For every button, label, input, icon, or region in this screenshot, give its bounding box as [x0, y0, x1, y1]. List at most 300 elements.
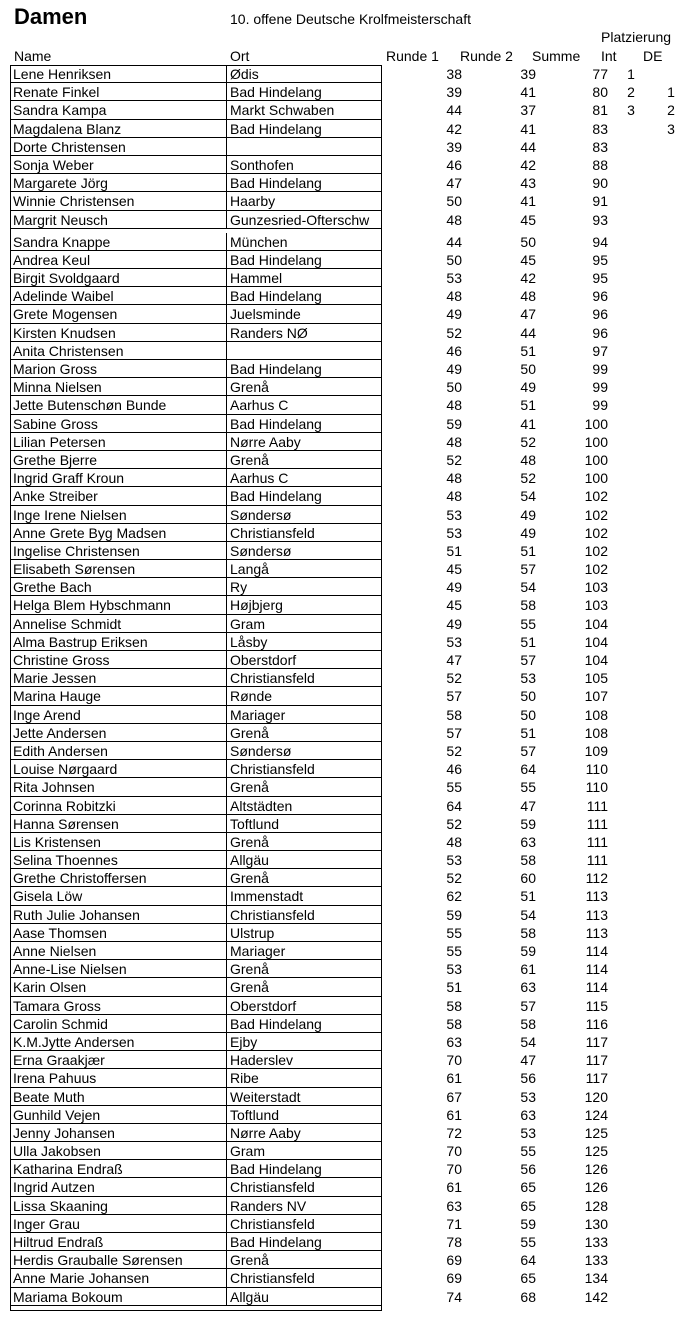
score-summe: 108: [584, 724, 608, 741]
table-row: [10, 724, 682, 742]
table-row: [10, 378, 682, 396]
score-runde-2: 55: [520, 615, 536, 632]
participant-ort: Toftlund: [227, 1106, 382, 1124]
score-summe: 110: [585, 761, 608, 778]
participant-name: Gisela Löw: [10, 887, 227, 905]
participant-ort: München: [227, 233, 382, 251]
score-runde-1: 52: [446, 324, 462, 341]
score-summe: 100: [584, 470, 608, 487]
participant-name: Beate Muth: [10, 1088, 227, 1106]
score-runde-2: 60: [520, 870, 536, 887]
score-summe: 108: [584, 706, 608, 723]
participant-name: Ruth Julie Johansen: [10, 906, 227, 924]
table-row: [10, 1215, 682, 1233]
table-row: [10, 615, 682, 633]
score-runde-1: 51: [446, 979, 462, 996]
score-runde-2: 51: [520, 397, 536, 414]
score-runde-2: 52: [520, 433, 536, 450]
score-runde-2: 45: [520, 251, 536, 268]
score-summe: 95: [592, 251, 608, 268]
table-row: [10, 1251, 682, 1269]
score-runde-2: 51: [520, 542, 536, 559]
participant-name: Kirsten Knudsen: [10, 324, 227, 342]
table-row: [10, 506, 682, 524]
score-runde-2: 51: [520, 633, 536, 650]
score-runde-2: 57: [520, 742, 536, 759]
participant-ort: Låsby: [227, 633, 382, 651]
score-summe: 115: [585, 997, 608, 1014]
score-summe: 104: [584, 615, 608, 632]
participant-ort: Gram: [227, 615, 382, 633]
score-runde-1: 55: [446, 924, 462, 941]
table-row: [10, 797, 682, 815]
participant-ort: Allgäu: [227, 1288, 382, 1306]
participant-ort: Grenå: [227, 378, 382, 396]
participant-ort: Toftlund: [227, 815, 382, 833]
participant-ort: Grenå: [227, 451, 382, 469]
score-runde-1: 52: [446, 451, 462, 468]
score-summe: 104: [584, 652, 608, 668]
participant-ort: Christiansfeld: [227, 760, 382, 778]
participant-ort: Bad Hindelang: [227, 174, 382, 192]
participant-name: Anne-Lise Nielsen: [10, 960, 227, 978]
score-runde-2: 51: [520, 888, 536, 905]
table-row: [10, 869, 682, 887]
participant-name: Irena Pahuus: [10, 1069, 227, 1087]
score-summe: 99: [592, 397, 608, 414]
participant-ort: Christiansfeld: [227, 906, 382, 924]
score-summe: 83: [592, 138, 608, 155]
table-row: [10, 469, 682, 487]
score-runde-1: 59: [446, 906, 462, 923]
table-row: [10, 960, 682, 978]
table-row: [10, 542, 682, 560]
score-summe: 113: [585, 924, 608, 941]
participant-name: Rita Johnsen: [10, 778, 227, 796]
score-summe: 114: [585, 979, 608, 996]
score-summe: 133: [584, 1234, 608, 1250]
participant-ort: Sonthofen: [227, 156, 382, 174]
score-summe: 117: [585, 1052, 608, 1069]
score-runde-1: 50: [446, 193, 462, 210]
score-runde-2: 53: [520, 1124, 536, 1141]
participant-ort: Nørre Aaby: [227, 433, 382, 451]
table-row: [10, 65, 682, 83]
participant-name: Grethe Bjerre: [10, 451, 227, 469]
table-row: [10, 1288, 682, 1306]
score-summe: 117: [585, 1070, 608, 1087]
score-runde-2: 61: [520, 961, 536, 978]
score-runde-1: 48: [446, 433, 462, 450]
score-runde-1: 46: [446, 342, 462, 359]
score-runde-2: 57: [520, 652, 536, 668]
score-runde-2: 45: [520, 211, 536, 228]
score-runde-1: 48: [446, 397, 462, 414]
participant-name: Katharina Endraß: [10, 1160, 227, 1178]
score-runde-1: 69: [446, 1270, 462, 1287]
table-row: [10, 211, 682, 229]
table-row: [10, 1269, 682, 1287]
participant-ort: Grenå: [227, 833, 382, 851]
score-summe: 124: [584, 1106, 608, 1123]
participant-ort: Altstädten: [227, 797, 382, 815]
participant-ort: Aarhus C: [227, 469, 382, 487]
table-row: [10, 1233, 682, 1251]
score-runde-1: 59: [446, 415, 462, 432]
table-row: [10, 324, 682, 342]
participant-name: Selina Thoennes: [10, 851, 227, 869]
table-row: [10, 1033, 682, 1051]
participant-name: Lissa Skaaning: [10, 1197, 227, 1215]
score-summe: 91: [592, 193, 608, 210]
participant-ort: Bad Hindelang: [227, 1015, 382, 1033]
score-summe: 117: [585, 1033, 608, 1050]
score-runde-1: 52: [446, 670, 462, 687]
score-runde-1: 50: [446, 379, 462, 396]
score-runde-2: 58: [520, 852, 536, 869]
participant-name: Inger Grau: [10, 1215, 227, 1233]
header-runde-1: Runde 1: [386, 48, 439, 64]
page-title: Damen: [14, 4, 88, 29]
score-runde-1: 58: [446, 706, 462, 723]
table-row: [10, 1088, 682, 1106]
score-summe: 125: [584, 1124, 608, 1141]
score-summe: 81: [592, 102, 608, 119]
participant-ort: Rønde: [227, 687, 382, 705]
participant-ort: Grenå: [227, 978, 382, 996]
score-runde-1: 50: [446, 251, 462, 268]
participant-ort: Søndersø: [227, 542, 382, 560]
participant-name: Jette Andersen: [10, 724, 227, 742]
table-row: [10, 287, 682, 305]
score-summe: 103: [584, 597, 608, 614]
score-summe: 111: [586, 833, 608, 850]
participant-name: Grethe Bach: [10, 578, 227, 596]
score-runde-1: 62: [446, 888, 462, 905]
score-runde-1: 38: [446, 66, 462, 82]
score-runde-1: 53: [446, 961, 462, 978]
participant-name: Anke Streiber: [10, 487, 227, 505]
score-runde-1: 58: [446, 997, 462, 1014]
participant-name: Margrit Neusch: [10, 211, 227, 229]
score-summe: 100: [584, 451, 608, 468]
participant-name: Birgit Svoldgaard: [10, 269, 227, 287]
score-summe: 102: [584, 506, 608, 523]
score-runde-2: 56: [520, 1161, 536, 1178]
score-runde-1: 44: [446, 102, 462, 119]
table-row: [10, 815, 682, 833]
score-runde-1: 70: [446, 1143, 462, 1160]
score-runde-2: 57: [520, 997, 536, 1014]
participant-ort: Oberstdorf: [227, 997, 382, 1015]
participant-name: Louise Nørgaard: [10, 760, 227, 778]
participant-name: Lilian Petersen: [10, 433, 227, 451]
header-name: Name: [14, 48, 52, 64]
participant-ort: Juelsminde: [227, 305, 382, 323]
table-row: [10, 669, 682, 687]
table-row: [10, 651, 682, 669]
participant-name: Anita Christensen: [10, 342, 227, 360]
score-summe: 142: [584, 1288, 608, 1305]
table-row: [10, 633, 682, 651]
score-runde-1: 57: [446, 724, 462, 741]
participant-name: Winnie Christensen: [10, 192, 227, 210]
participant-ort: Nørre Aaby: [227, 1124, 382, 1142]
participant-ort: Grenå: [227, 1251, 382, 1269]
placement-int: 3: [627, 102, 635, 119]
score-runde-1: 72: [446, 1124, 462, 1141]
score-runde-2: 65: [520, 1179, 536, 1196]
score-runde-1: 48: [446, 833, 462, 850]
score-runde-1: 44: [446, 233, 462, 250]
score-runde-1: 78: [446, 1234, 462, 1250]
score-runde-2: 58: [520, 924, 536, 941]
participant-ort: Christiansfeld: [227, 1269, 382, 1287]
score-summe: 113: [585, 888, 608, 905]
table-row: [10, 1142, 682, 1160]
participant-ort: Hammel: [227, 269, 382, 287]
table-row: [10, 887, 682, 905]
header-int: Int: [601, 48, 617, 64]
table-row: [10, 524, 682, 542]
score-runde-2: 53: [520, 670, 536, 687]
participant-ort: Søndersø: [227, 742, 382, 760]
score-runde-1: 53: [446, 852, 462, 869]
score-runde-1: 49: [446, 306, 462, 323]
table-row: [10, 978, 682, 996]
table-row: [10, 192, 682, 210]
participant-ort: Christiansfeld: [227, 1215, 382, 1233]
participant-name: Andrea Keul: [10, 251, 227, 269]
table-row: [10, 906, 682, 924]
score-runde-2: 41: [520, 415, 536, 432]
score-runde-1: 49: [446, 615, 462, 632]
score-runde-2: 49: [520, 379, 536, 396]
score-runde-1: 70: [446, 1052, 462, 1069]
score-summe: 126: [584, 1179, 608, 1196]
score-runde-1: 45: [446, 597, 462, 614]
score-runde-1: 52: [446, 870, 462, 887]
participant-name: Marina Hauge: [10, 687, 227, 705]
score-runde-2: 54: [520, 1033, 536, 1050]
participant-ort: Bad Hindelang: [227, 120, 382, 138]
participant-name: Gunhild Vejen: [10, 1106, 227, 1124]
score-summe: 80: [592, 84, 608, 101]
score-summe: 102: [584, 561, 608, 578]
participant-name: Erna Graakjær: [10, 1051, 227, 1069]
score-runde-1: 42: [446, 120, 462, 137]
participant-name: Karin Olsen: [10, 978, 227, 996]
score-runde-1: 46: [446, 761, 462, 778]
score-runde-1: 63: [446, 1197, 462, 1214]
score-runde-2: 42: [520, 156, 536, 173]
participant-ort: Aarhus C: [227, 396, 382, 414]
score-runde-2: 48: [520, 451, 536, 468]
participant-ort: Grenå: [227, 778, 382, 796]
score-runde-2: 55: [520, 1234, 536, 1250]
score-runde-2: 50: [520, 361, 536, 377]
participant-name: Jette Butenschøn Bunde: [10, 396, 227, 414]
event-subtitle: 10. offene Deutsche Krolfmeisterschaft: [230, 11, 471, 27]
table-row: [10, 560, 682, 578]
score-runde-1: 48: [446, 470, 462, 487]
score-summe: 100: [584, 415, 608, 432]
participant-ort: [227, 138, 382, 156]
participant-name: Corinna Robitzki: [10, 797, 227, 815]
score-summe: 96: [592, 306, 608, 323]
table-row: [10, 487, 682, 505]
participant-name: Sandra Knappe: [10, 233, 227, 251]
score-runde-2: 55: [520, 1143, 536, 1160]
participant-ort: Ulstrup: [227, 924, 382, 942]
score-runde-2: 59: [520, 1215, 536, 1232]
score-summe: 126: [584, 1161, 608, 1178]
score-runde-2: 58: [520, 597, 536, 614]
participant-ort: Bad Hindelang: [227, 487, 382, 505]
participant-name: Ingrid Autzen: [10, 1178, 227, 1196]
participant-ort: Højbjerg: [227, 596, 382, 614]
participant-name: Ingelise Christensen: [10, 542, 227, 560]
table-row: [10, 997, 682, 1015]
participant-name: Dorte Christensen: [10, 138, 227, 156]
score-runde-2: 44: [520, 138, 536, 155]
table-row: [10, 433, 682, 451]
header-ort: Ort: [230, 48, 250, 64]
participant-name: Alma Bastrup Eriksen: [10, 633, 227, 651]
score-runde-1: 63: [446, 1033, 462, 1050]
score-runde-2: 37: [520, 102, 536, 119]
score-runde-1: 53: [446, 270, 462, 287]
score-summe: 103: [584, 579, 608, 596]
participant-ort: Randers NØ: [227, 324, 382, 342]
participant-name: Tamara Gross: [10, 997, 227, 1015]
participant-name: Elisabeth Sørensen: [10, 560, 227, 578]
score-runde-2: 65: [520, 1197, 536, 1214]
score-runde-1: 53: [446, 524, 462, 541]
participant-ort: Bad Hindelang: [227, 1160, 382, 1178]
score-runde-1: 46: [446, 156, 462, 173]
score-runde-1: 55: [446, 779, 462, 796]
participant-name: Anne Marie Johansen: [10, 1269, 227, 1287]
score-runde-2: 63: [520, 1106, 536, 1123]
table-row: [10, 706, 682, 724]
header-runde-2: Runde 2: [460, 48, 513, 64]
table-row: [10, 1106, 682, 1124]
participant-name: Anne Grete Byg Madsen: [10, 524, 227, 542]
score-runde-2: 50: [520, 688, 536, 705]
score-summe: 111: [586, 852, 608, 869]
table-row: [10, 269, 682, 287]
table-row: [10, 451, 682, 469]
score-runde-2: 49: [520, 524, 536, 541]
score-summe: 95: [592, 270, 608, 287]
score-summe: 100: [584, 433, 608, 450]
placement-de: 2: [667, 102, 675, 119]
score-runde-2: 47: [520, 1052, 536, 1069]
table-row: [10, 342, 682, 360]
score-runde-2: 41: [520, 84, 536, 101]
score-runde-1: 48: [446, 288, 462, 305]
participant-name: Ulla Jakobsen: [10, 1142, 227, 1160]
participant-name: Marie Jessen: [10, 669, 227, 687]
table-row: [10, 1160, 682, 1178]
participant-ort: Christiansfeld: [227, 669, 382, 687]
table-row: [10, 251, 682, 269]
score-summe: 120: [584, 1088, 608, 1105]
table-row: [10, 596, 682, 614]
table-row: [10, 1124, 682, 1142]
score-summe: 116: [585, 1015, 608, 1032]
table-row: [10, 360, 682, 378]
participant-ort: Allgäu: [227, 851, 382, 869]
score-summe: 104: [584, 633, 608, 650]
score-runde-1: 71: [446, 1215, 462, 1232]
score-summe: 111: [586, 797, 608, 814]
participant-ort: Christiansfeld: [227, 524, 382, 542]
participant-ort: Ry: [227, 578, 382, 596]
score-runde-1: 51: [446, 542, 462, 559]
table-row: [10, 396, 682, 414]
score-runde-2: 39: [520, 66, 536, 82]
score-runde-1: 48: [446, 488, 462, 505]
table-row: [10, 1069, 682, 1087]
score-runde-1: 61: [446, 1106, 462, 1123]
participant-ort: Grenå: [227, 869, 382, 887]
score-summe: 128: [584, 1197, 608, 1214]
score-summe: 93: [592, 211, 608, 228]
score-summe: 109: [584, 742, 608, 759]
participant-name: Sabine Gross: [10, 415, 227, 433]
score-summe: 110: [585, 779, 608, 796]
score-summe: 102: [584, 542, 608, 559]
participant-name: Lene Henriksen: [10, 65, 227, 83]
score-summe: 112: [585, 870, 608, 887]
header-summe: Summe: [532, 48, 581, 64]
score-summe: 107: [584, 688, 608, 705]
score-runde-1: 47: [446, 652, 462, 668]
participant-name: Christine Gross: [10, 651, 227, 669]
participant-ort: Mariager: [227, 706, 382, 724]
participant-ort: Immenstadt: [227, 887, 382, 905]
score-runde-2: 63: [520, 833, 536, 850]
score-summe: 94: [592, 233, 608, 250]
score-runde-2: 64: [520, 1252, 536, 1269]
score-runde-2: 49: [520, 506, 536, 523]
participant-ort: Markt Schwaben: [227, 101, 382, 119]
score-runde-2: 47: [520, 797, 536, 814]
table-row: [10, 833, 682, 851]
score-runde-2: 55: [520, 779, 536, 796]
score-summe: 125: [584, 1143, 608, 1160]
participant-ort: Grenå: [227, 960, 382, 978]
score-runde-2: 59: [520, 943, 536, 959]
participant-name: Grethe Christoffersen: [10, 869, 227, 887]
participant-ort: Bad Hindelang: [227, 83, 382, 101]
participant-name: Adelinde Waibel: [10, 287, 227, 305]
table-row: [10, 305, 682, 323]
participant-ort: Haderslev: [227, 1051, 382, 1069]
table-row: [10, 1051, 682, 1069]
score-summe: 90: [592, 175, 608, 192]
participant-name: Renate Finkel: [10, 83, 227, 101]
score-summe: 83: [592, 120, 608, 137]
score-summe: 88: [592, 156, 608, 173]
table-row: [10, 174, 682, 192]
placement-int: 1: [627, 66, 635, 82]
score-runde-1: 69: [446, 1252, 462, 1269]
score-runde-2: 42: [520, 270, 536, 287]
participant-ort: Christiansfeld: [227, 1178, 382, 1196]
